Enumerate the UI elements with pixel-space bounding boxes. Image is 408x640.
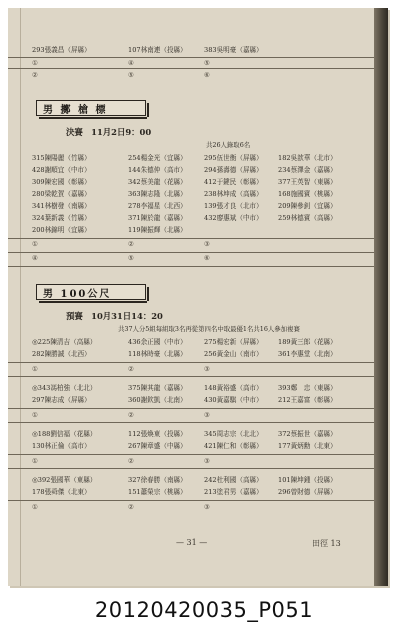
result-mark: ⑤ [204,59,210,67]
result-mark: ① [32,457,38,465]
entry: 393鄭 忠（東縣） [278,384,337,392]
divider [8,468,388,469]
result-mark: ③ [204,411,210,419]
entry: 375陳其龍（嘉縣） [128,384,187,392]
entry: 363陳志隆（北縣） [128,190,187,198]
divider [8,57,388,58]
entry: 242杜利國（高縣） [204,476,263,484]
result-mark: ② [128,365,134,373]
entry: 327徐春勝（南縣） [128,476,187,484]
entry: 371陳於龍（嘉縣） [128,214,187,222]
result-mark: ③ [204,240,210,248]
entry: 151蕭榮宗（桃縣） [128,488,187,496]
result-mark: ② [32,71,38,79]
entry: 282陳勝誠（北西） [32,350,91,358]
divider [8,376,388,377]
entry: 200林錦明（宜縣） [32,226,91,234]
result-mark: ⑥ [204,254,210,262]
entry: 101陳坤鍾（投縣） [278,476,337,484]
event-title: 男 擲 槍 標 [36,100,146,116]
entry: 177黃炳勳（北東） [278,442,337,450]
divider [8,252,388,253]
entry: 209陳參釗（宜縣） [278,202,337,210]
entry: 421陳仁和（彰縣） [204,442,263,450]
qualify-note: 共37人分5組每組取3名再從第四名中取最優1名共16人參加複賽 [118,325,300,333]
entry: 168施國賓（桃縣） [278,190,337,198]
result-mark: ② [128,240,134,248]
entry: 112張煥東（投縣） [128,430,187,438]
result-mark: ② [128,503,134,511]
entry: ◎343馮柏強（北北） [32,384,97,392]
result-mark: ③ [204,365,210,373]
divider [8,362,388,363]
result-mark: ④ [128,59,134,67]
image-caption: 20120420035_P051 [94,598,314,622]
result-mark: ① [32,59,38,67]
result-mark: ⑥ [204,71,210,79]
entry: 309陳宏國（彰縣） [32,178,91,186]
entry: 213塗君男（嘉縣） [204,488,263,496]
entry: 341林樹發（南縣） [32,202,91,210]
entry: 383吳明豪（嘉縣） [204,46,263,54]
entry: ◎225陳清吉（高縣） [32,338,97,346]
entry: 130林正倫（高市） [32,442,91,450]
divider [8,68,388,69]
entry: 430黃嘉騏（中市） [204,396,263,404]
entry: 297陳志成（屏縣） [32,396,91,404]
result-mark: ④ [32,254,38,262]
entry: 280梁乾賀（嘉縣） [32,190,91,198]
divider [8,408,388,409]
entry: 182吳歆華（北市） [278,154,337,162]
section-label: 田徑 13 [312,539,341,548]
book-spine [374,8,388,586]
entry: 377王英智（東縣） [278,178,337,186]
entry: 139張才良（北市） [204,202,263,210]
divider [8,454,388,455]
entry: 372蔡振世（嘉縣） [278,430,337,438]
entry: 212王嘉富（彰縣） [278,396,337,404]
entry: 144朱德仲（高市） [128,166,187,174]
result-mark: ③ [204,503,210,511]
result-mark: ① [32,411,38,419]
entry: 296曾財德（屏縣） [278,488,337,496]
entry: 293張義昌（屏縣） [32,46,91,54]
result-mark: ⑤ [128,71,134,79]
entry: 342蔡美龍（花縣） [128,178,187,186]
entry: 178張舜傑（北東） [32,488,91,496]
entry: 295伍世衡（屏縣） [204,154,263,162]
entry: 360謝欽凱（北南） [128,396,187,404]
divider [8,238,388,239]
result-mark: ① [32,503,38,511]
entry: 324葉新義（竹縣） [32,214,91,222]
result-mark: ① [32,365,38,373]
result-mark: ① [32,240,38,248]
entry: 238林坤成（高縣） [204,190,263,198]
result-mark: ③ [204,457,210,465]
entry: 275楊宏新（屏縣） [204,338,263,346]
entry: 259林德賓（高縣） [278,214,337,222]
entry: 189黃三郎（花縣） [278,338,337,346]
qualify-note: 共26人錄取6名 [206,141,251,149]
result-mark: ② [128,411,134,419]
result-mark: ⑤ [128,254,134,262]
entry: 256黃金山（南市） [204,350,263,358]
entry: 148黃裕盛（高市） [204,384,263,392]
entry: 254楊金光（宜縣） [128,154,187,162]
entry: 118林時豪（北縣） [128,350,187,358]
entry: 107林南連（投縣） [128,46,187,54]
entry: ◎188劉信福（花縣） [32,430,97,438]
divider [8,500,388,501]
document-page [8,8,388,586]
divider [8,266,388,267]
divider [8,422,388,423]
entry: 436余正國（中市） [128,338,187,346]
entry: 234蔡澤金（嘉縣） [278,166,337,174]
entry: 361李惠堂（北南） [278,350,337,358]
session-info: 預賽 10月31日14：20 [66,311,163,321]
entry: 315陳陽麗（竹縣） [32,154,91,162]
entry: 412于鍵民（彰縣） [204,178,263,186]
result-mark: ② [128,457,134,465]
session-info: 決賽 11月2日9：00 [66,127,152,137]
event-title: 男 100公尺 [36,284,146,300]
entry: 345周志宗（北北） [204,430,263,438]
entry: 294孫壽德（屏縣） [204,166,263,174]
entry: 432廖惠斌（中市） [204,214,263,222]
entry: ◎392張國華（東縣） [32,476,97,484]
entry: 428謝順宜（中市） [32,166,91,174]
page-number: — 31 — [176,538,208,547]
entry: 267陳章盛（中縣） [128,442,187,450]
entry: 119陳振輝（北縣） [128,226,187,234]
entry: 278李福星（北西） [128,202,187,210]
